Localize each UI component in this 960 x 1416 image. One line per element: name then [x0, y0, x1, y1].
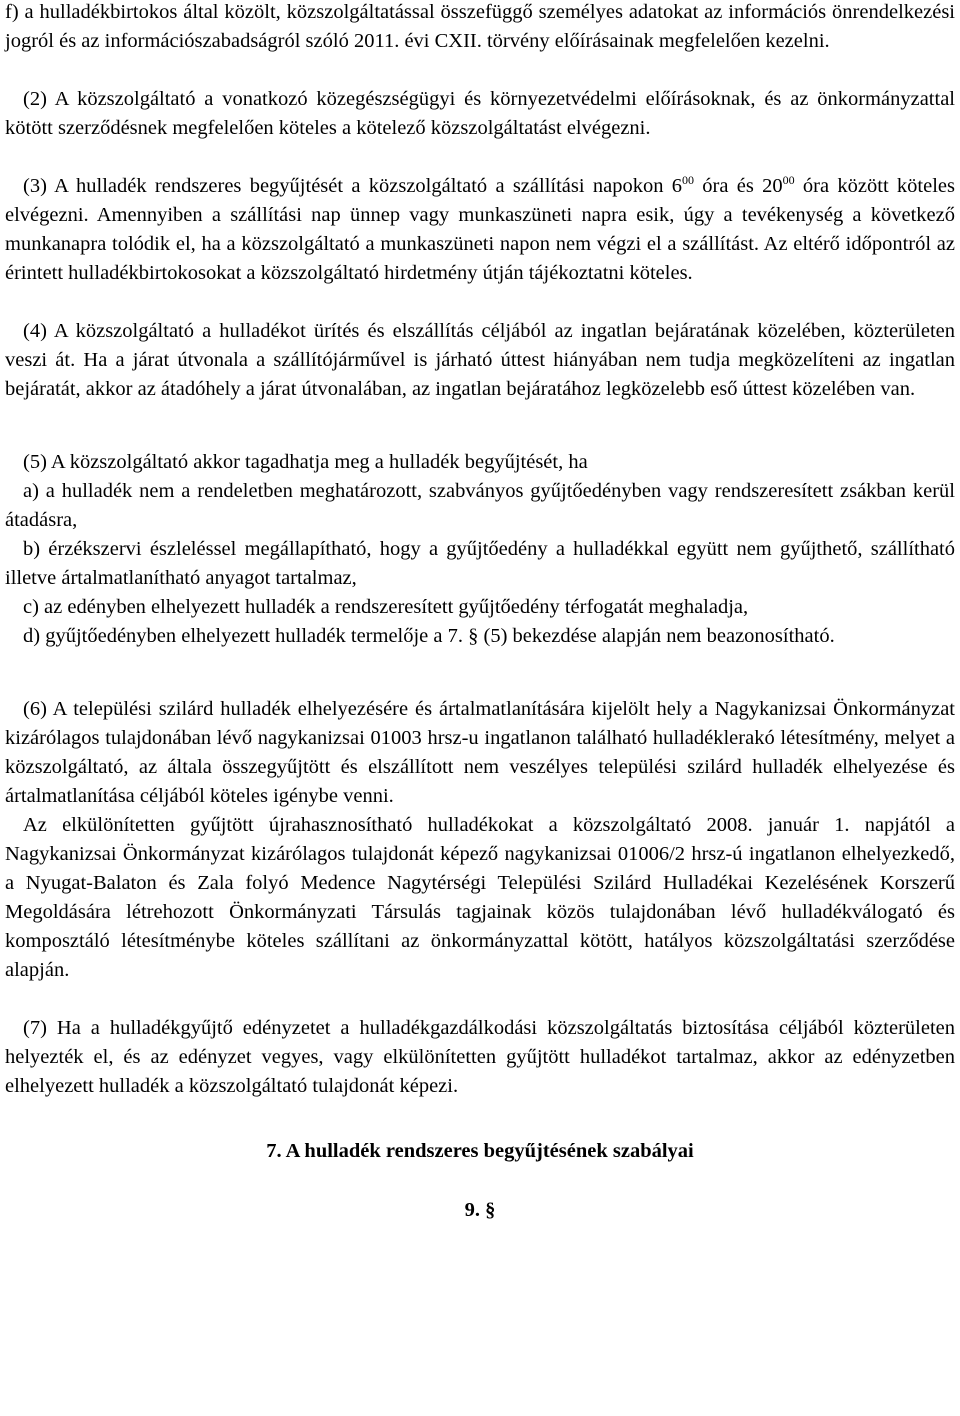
paragraph-mark-heading: 9. § [464, 1199, 496, 1221]
paragraph-4: (4) A közszolgáltató a hulladékot ürítés és elszállítás céljából az ingatlan bejáratának közelében, közterületen veszi át. Ha a járat útvonala a szállítójárművel is járható úttest hiányában nem tudja megközelíteni az ingatlan bejáratát, akkor az átadóhely a járat útvonalában, az ingatlan bejáratához legközelebb eső úttest közelében van. [5, 320, 955, 400]
paragraph-5-item-b: b) érzékszervi észleléssel megállapítható, hogy a gyűjtőedény a hulladékkal együtt nem gyűjthető, szállítható illetve ártalmatlanítható anyagot tartalmaz, [5, 538, 955, 589]
paragraph-7: (7) Ha a hulladékgyűjtő edényzetet a hulladékgazdálkodási közszolgáltatás biztosítása céljából közterületen helyezték el, és az edényzet vegyes, vagy elkülönítetten gyűjtött hulladékot tartalmaz, akkor az edényzetben elhelyezett hulladék a közszolgáltató tulajdonát képezi. [5, 1017, 955, 1097]
paragraph-3-part2: óra és 20 [694, 175, 783, 197]
paragraph-5-item-d: d) gyűjtőedényben elhelyezett hulladék termelője a 7. § (5) bekezdése alapján nem beazonosítható. [23, 625, 835, 647]
time-superscript-2: 00 [782, 173, 795, 188]
paragraph-5-intro: (5) A közszolgáltató akkor tagadhatja meg a hulladék begyűjtését, ha [23, 451, 588, 473]
section-heading: 7. A hulladék rendszeres begyűjtésének szabályai [266, 1140, 694, 1162]
paragraph-5-item-a: a) a hulladék nem a rendeletben meghatározott, szabványos gyűjtőedényben vagy rendszeresített zsákban kerül átadásra, [5, 480, 955, 531]
paragraph-6-continuation: Az elkülönítetten gyűjtött újrahasznosítható hulladékokat a közszolgáltató 2008. január 1. napjától a Nagykanizsai Önkormányzat kizárólagos tulajdonát képező nagykanizsai 01006/2 hrsz-ú ingatlanon elhelyezkedő, a Nyugat-Balaton és Zala folyó Medence Nagytérségi Települési Szilárd Hulladékai Kezelésének Korszerű Megoldására létrehozott Önkormányzati Társulás tagjainak közös tulajdonában lévő hulladékválogató és komposztáló létesítménybe köteles szállítani az önkormányzattal kötött, hatályos közszolgáltatási szerződése alapján. [5, 814, 955, 981]
paragraph-5-item-c: c) az edényben elhelyezett hulladék a rendszeresített gyűjtőedény térfogatát meghaladja, [23, 596, 749, 618]
paragraph-3-part1: (3) A hulladék rendszeres begyűjtését a közszolgáltató a szállítási napokon 6 [23, 175, 682, 197]
paragraph-2: (2) A közszolgáltató a vonatkozó közegészségügyi és környezetvédelmi előírásoknak, és az önkormányzattal kötött szerződésnek megfelelően köteles a kötelező közszolgáltatást elvégezni. [5, 88, 955, 139]
paragraph-3-part3: óra között köteles elvégezni. Amennyiben a szállítási nap ünnep vagy munkaszüneti napra esik, úgy a tevékenység a következő munkanapra tolódik el, ha a közszolgáltató a munkaszüneti napon nem végzi el a szállítást. Az eltérő időpontról az érintett hulladékbirtokosokat a közszolgáltató hirdetmény útján tájékoztatni köteles. [5, 175, 955, 284]
paragraph-f: f) a hulladékbirtokos által közölt, közszolgáltatással összefüggő személyes adatokat az információs önrendelkezési jogról és az információszabadságról szóló 2011. évi CXII. törvény előírásainak megfelelően kezelni. [5, 1, 955, 52]
paragraph-6: (6) A települési szilárd hulladék elhelyezésére és ártalmatlanítására kijelölt hely a Nagykanizsai Önkormányzat kizárólagos tulajdonában lévő nagykanizsai 01003 hrsz-u ingatlanon található hulladéklerakó létesítmény, melyet a közszolgáltató, az általa összegyűjtött és elszállított nem veszélyes települési szilárd hulladék elhelyezése és ártalmatlanítása céljából köteles igénybe venni. [5, 698, 955, 807]
paragraph-3 [5, 172, 955, 288]
time-superscript-1: 00 [682, 173, 694, 188]
document-page [5, 0, 955, 1225]
